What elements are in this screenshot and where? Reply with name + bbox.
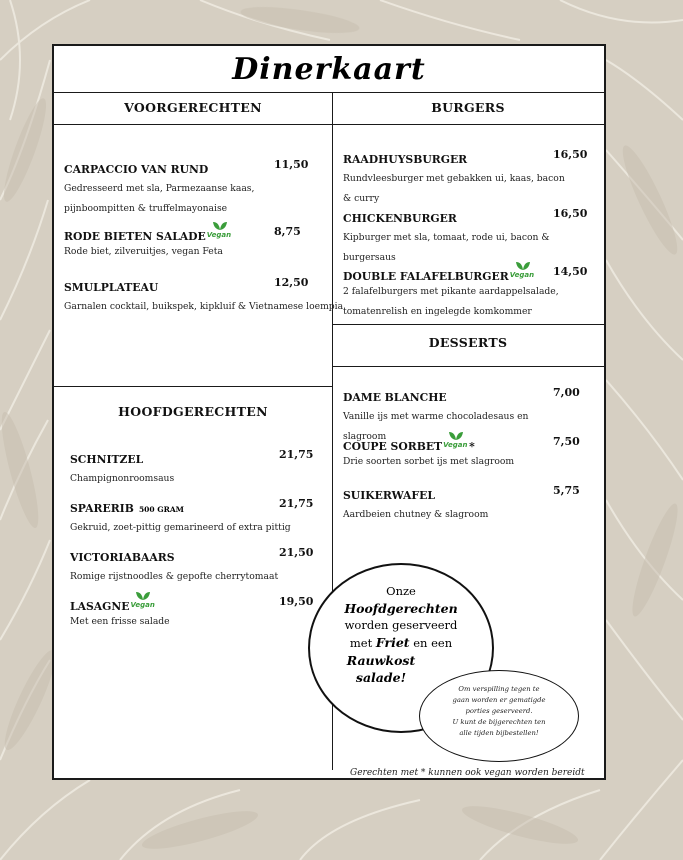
vegan-asterisk: * [469,440,475,453]
divider [54,92,604,93]
item-description: Champignonroomsaus [70,473,175,484]
item-description: Gedresseerd met sla, Parmezaanse kaas, pijnboompitten & truffelmayonaise [64,183,255,214]
divider [54,124,332,125]
page-title: Dinerkaart [232,52,426,87]
item-price: 8,75 [274,225,301,238]
item-name: DAME BLANCHE [343,391,447,404]
vegan-badge [130,595,156,613]
bubble-word: en een [413,636,453,650]
divider [332,324,604,325]
item-name: RAADHUYSBURGER [343,153,468,166]
item-name: LASAGNE [70,600,130,613]
vegan-leaf-icon [448,431,464,441]
vegan-leaf-icon [212,221,228,231]
bubble-line: Om verspilling tegen te [458,685,540,693]
bubble-line: Hoofdgerechten [344,601,458,616]
bubble-line: U kunt de bijgerechten ten [452,718,546,726]
item-price: 7,00 [553,386,580,399]
item-description: 2 falafelburgers met pikante aardappelsalade, tomatenrelish en ingelegde komkommer [343,286,559,317]
section-heading-hoofdgerechten: HOOFDGERECHTEN [118,404,268,419]
item-name: SCHNITZEL [70,453,144,466]
vegan-label: Vegan [206,231,232,239]
bubble-line: alle tijden bijbestellen! [459,729,539,737]
bubble-line: gaan worden er gematigde [452,696,546,704]
item-name: SMULPLATEAU [64,281,159,294]
item-description: Vanille ijs met warme chocoladesaus en slagroom [343,411,529,442]
divider [332,124,604,125]
item-price: 12,50 [274,276,309,289]
item-name: SPARERIB [70,502,134,515]
item-name: SUIKERWAFEL [343,489,435,502]
section-heading-burgers: BURGERS [431,100,505,115]
vegan-label: Vegan [443,441,468,449]
bubble-line [310,634,492,652]
menu-item [70,448,314,489]
item-description: Garnalen cocktail, buikspek, kipkluif & Vietnamese loempia [64,301,344,312]
item-description: Aardbeien chutney & slagroom [343,509,489,520]
menu-item [343,484,580,525]
menu-item [343,435,580,472]
item-price: 16,50 [553,148,588,161]
item-name: DOUBLE FALAFELBURGER [343,270,509,283]
item-description: Rundvleesburger met gebakken ui, kaas, bacon & curry [343,173,565,204]
item-portion: 500 GRAM [138,505,184,514]
item-price: 21,75 [279,497,314,510]
item-price: 21,75 [279,448,314,461]
vegan-badge [443,435,469,453]
item-description: Met een frisse salade [70,616,170,627]
menu-item [70,497,314,538]
vegan-leaf-icon [135,591,151,601]
item-description: Drie soorten sorbet ijs met slagroom [343,456,515,467]
bubble-line: Onze [386,584,416,598]
item-price: 16,50 [553,207,588,220]
item-description: Kipburger met sla, tomaat, rode ui, bacon & burgersaus [343,232,550,263]
menu-item [70,595,314,632]
vegan-label: Vegan [130,601,155,609]
item-name: CARPACCIO VAN RUND [64,163,209,176]
item-name: CHICKENBURGER [343,212,457,225]
menu-item [64,158,308,219]
item-price: 7,50 [553,435,580,448]
item-price: 21,50 [279,546,314,559]
vegan-badge [207,225,233,243]
menu-item [343,207,588,268]
item-description: Gekruid, zoet-pittig gemarineerd of extra pittig [70,522,291,533]
divider [332,366,604,367]
portion-info-bubble [419,670,579,762]
item-description: Romige rijstnoodles & gepofte cherrytomaat [70,571,279,582]
bubble-line: worden geserveerd [344,618,458,632]
menu-item [343,148,588,209]
item-price: 11,50 [274,158,309,171]
section-heading-voorgerechten: VOORGERECHTEN [124,100,262,115]
vegan-leaf-icon [515,261,531,271]
bubble-word: met [349,636,373,650]
vegan-label: Vegan [509,271,535,279]
item-price: 5,75 [553,484,580,497]
menu-item [64,225,308,262]
item-name: RODE BIETEN SALADE [64,230,206,243]
bubble-line: Rauwkost [346,653,416,668]
item-price: 19,50 [279,595,314,608]
vegan-footnote: Gerechten met * kunnen ook vegan worden bereidt [350,768,585,778]
menu-item [70,546,314,587]
item-description: Rode biet, zilveruitjes, vegan Feta [64,246,223,257]
bubble-line: salade! [355,670,407,685]
item-name: VICTORIABAARS [70,551,175,564]
bubble-line: porties geserveerd. [465,707,533,715]
item-name: COUPE SORBET [343,440,443,453]
menu-item [343,265,593,322]
item-price: 14,50 [553,265,588,278]
divider [54,386,332,387]
bubble-word: Friet [375,635,410,650]
section-heading-desserts: DESSERTS [428,335,508,350]
vegan-badge [510,265,536,283]
menu-item [64,276,344,317]
